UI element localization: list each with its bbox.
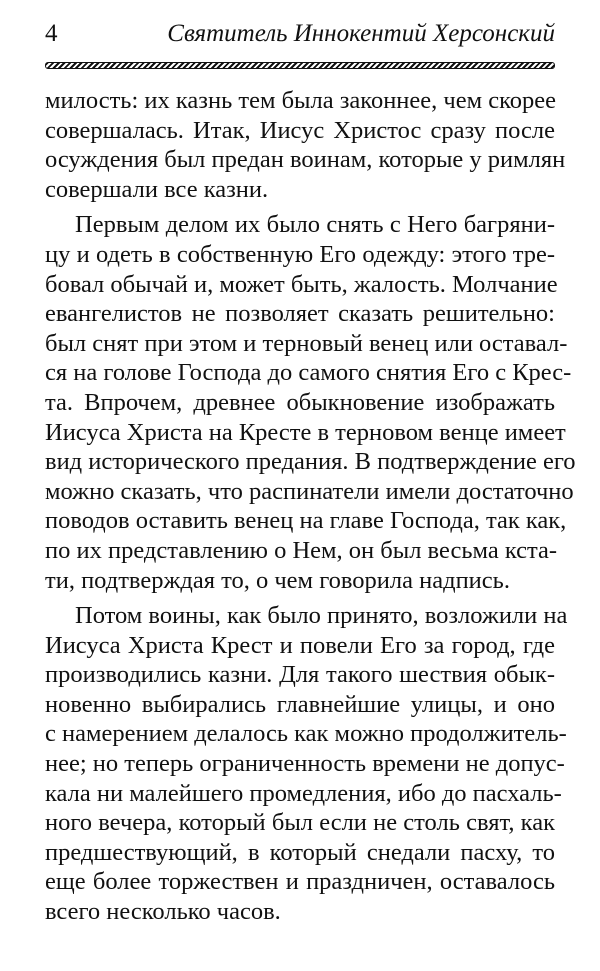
text-line: производились казни. Для такого шествия обык- (45, 661, 555, 689)
text-line: цу и одеть в собственную Его одежду: этого тре- (45, 240, 555, 268)
text-line: та. Впрочем, древнее обыкновение изображать (45, 388, 555, 416)
text-line: был снят при этом и терновый венец или оставал- (45, 329, 568, 357)
text-line: бовал обычай и, может быть, жалость. Молчание (45, 270, 558, 298)
paragraph (45, 601, 568, 927)
text-line: с намерением делалось как можно продолжитель- (45, 720, 567, 748)
text-line: вид исторического предания. В подтверждение его (45, 448, 576, 476)
text-line: еще более торжествен и праздничен, оставалось (45, 868, 555, 896)
text-line: по их представлению о Нем, он был весьма кста- (45, 536, 558, 564)
text-line: поводов оставить венец на главе Господа, так как, (45, 507, 567, 535)
paragraph (45, 86, 566, 204)
running-title: Святитель Иннокентий Херсонский (167, 20, 555, 47)
text-line: ся на голове Господа до самого снятия Его с Крес- (45, 359, 572, 387)
text-line: можно сказать, что распинатели имели достаточно (45, 477, 574, 505)
paragraph (45, 210, 576, 595)
text-line: совершалась. Итак, Иисус Христос сразу после (45, 116, 555, 144)
text-line: Первым делом их было снять с Него багряни- (75, 211, 555, 239)
page-number: 4 (45, 20, 58, 47)
text-line: Иисуса Христа Крест и повели Его за город, где (45, 631, 555, 659)
text-line: нее; но теперь ограниченность времени не допус- (45, 750, 565, 778)
page-body (45, 86, 576, 933)
text-line: предшествующий, в который снедали пасху, то (45, 838, 555, 866)
text-line: милость: их казнь тем была законнее, чем скорее (45, 87, 557, 114)
text-line: Потом воины, как было принято, возложили на (75, 602, 568, 630)
text-line: новенно выбирались главнейшие улицы, и оно (45, 690, 555, 718)
text-line: ного вечера, который был если не столь свят, как (45, 809, 555, 837)
text-line: осуждения был предан воинам, которые у римлян (45, 146, 566, 174)
running-header (45, 20, 555, 60)
text-line: всего несколько часов. (45, 898, 281, 926)
text-line: евангелистов не позволяет сказать решительно: (45, 300, 555, 328)
text-line: Иисуса Христа на Кресте в терновом венце имеет (45, 418, 566, 446)
text-line: совершали все казни. (45, 175, 269, 203)
text-line: кала ни малейшего промедления, ибо до пасхаль- (45, 779, 562, 807)
rope-divider (45, 62, 555, 69)
text-line: ти, подтверждая то, о чем говорила надпись. (45, 566, 510, 594)
